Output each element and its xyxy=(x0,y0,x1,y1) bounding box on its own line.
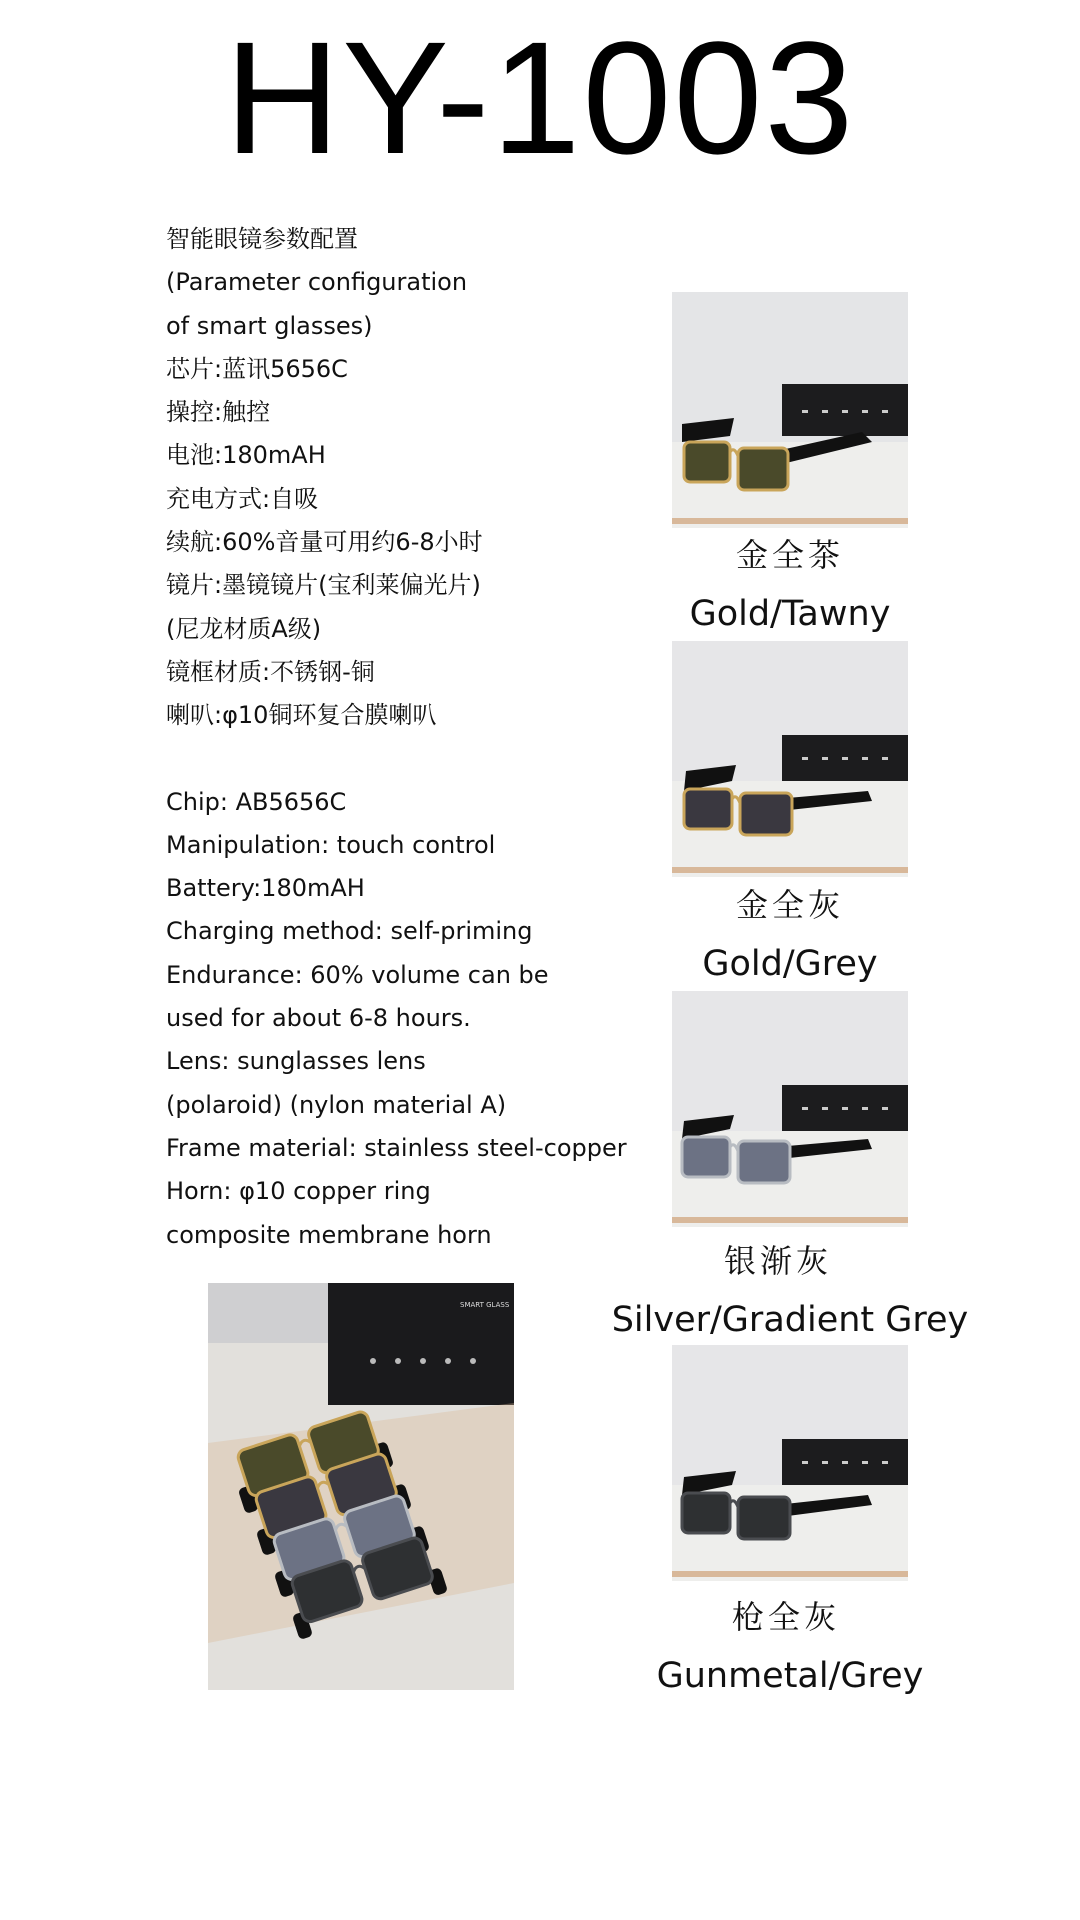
variant-name-cn: 金全灰 xyxy=(735,886,844,924)
spec-line: Horn: φ10 copper ring xyxy=(166,1177,431,1206)
spec-line: composite membrane horn xyxy=(166,1220,492,1249)
variant-name-cn: 枪全灰 xyxy=(731,1598,840,1636)
product-title: HY-1003 xyxy=(224,8,856,187)
spec-line: 镜框材质:不锈钢-铜 xyxy=(166,657,375,686)
spec-line: Frame material: stainless steel-copper xyxy=(166,1133,627,1162)
spec-line: Endurance: 60% volume can be xyxy=(166,960,549,989)
spec-line: Charging method: self-priming xyxy=(166,917,533,946)
spec-line: 电池:180mAH xyxy=(166,441,326,470)
spec-line: (polaroid) (nylon material A) xyxy=(166,1090,507,1119)
spec-line: 智能眼镜参数配置 xyxy=(166,225,358,253)
spec-line: Lens: sunglasses lens xyxy=(166,1047,426,1076)
group-product-photo xyxy=(208,1283,514,1690)
variant-name-en: Gold/Grey xyxy=(702,944,878,984)
box-label: SMART GLASS xyxy=(460,1301,510,1309)
spec-line: 充电方式:自吸 xyxy=(166,484,319,513)
spec-line: 操控:触控 xyxy=(166,398,271,427)
variant-name-cn: 金全茶 xyxy=(735,536,844,574)
spec-line: 喇叭:φ10铜环复合膜喇叭 xyxy=(166,701,437,730)
variant-photo-gunmetal-grey xyxy=(672,1345,908,1581)
variant-photo-gold-tawny xyxy=(672,292,908,528)
spec-line: Battery:180mAH xyxy=(166,874,365,903)
variant-photo-gold-grey xyxy=(672,641,908,877)
variant-name-cn: 银渐灰 xyxy=(723,1242,832,1280)
spec-list xyxy=(166,218,636,1257)
spec-line: 芯片:蓝讯5656C xyxy=(166,354,348,383)
variant-name-en: Silver/Gradient Grey xyxy=(611,1300,969,1340)
variant-name-en: Gold/Tawny xyxy=(689,594,891,634)
spec-divider xyxy=(166,738,636,781)
spec-line: 镜片:墨镜镜片(宝利莱偏光片) xyxy=(166,571,481,600)
variant-photo-silver-gradient-grey xyxy=(672,991,908,1227)
spec-line: used for about 6-8 hours. xyxy=(166,1004,471,1033)
spec-line: Manipulation: touch control xyxy=(166,830,496,859)
spec-line: 续航:60%音量可用约6-8小时 xyxy=(166,528,483,557)
spec-line: (Parameter configuration xyxy=(166,268,468,297)
variant-name-en: Gunmetal/Grey xyxy=(656,1656,924,1696)
spec-line: of smart glasses) xyxy=(166,311,373,340)
spec-line: (尼龙材质A级) xyxy=(166,614,322,643)
spec-line: Chip: AB5656C xyxy=(166,787,347,816)
